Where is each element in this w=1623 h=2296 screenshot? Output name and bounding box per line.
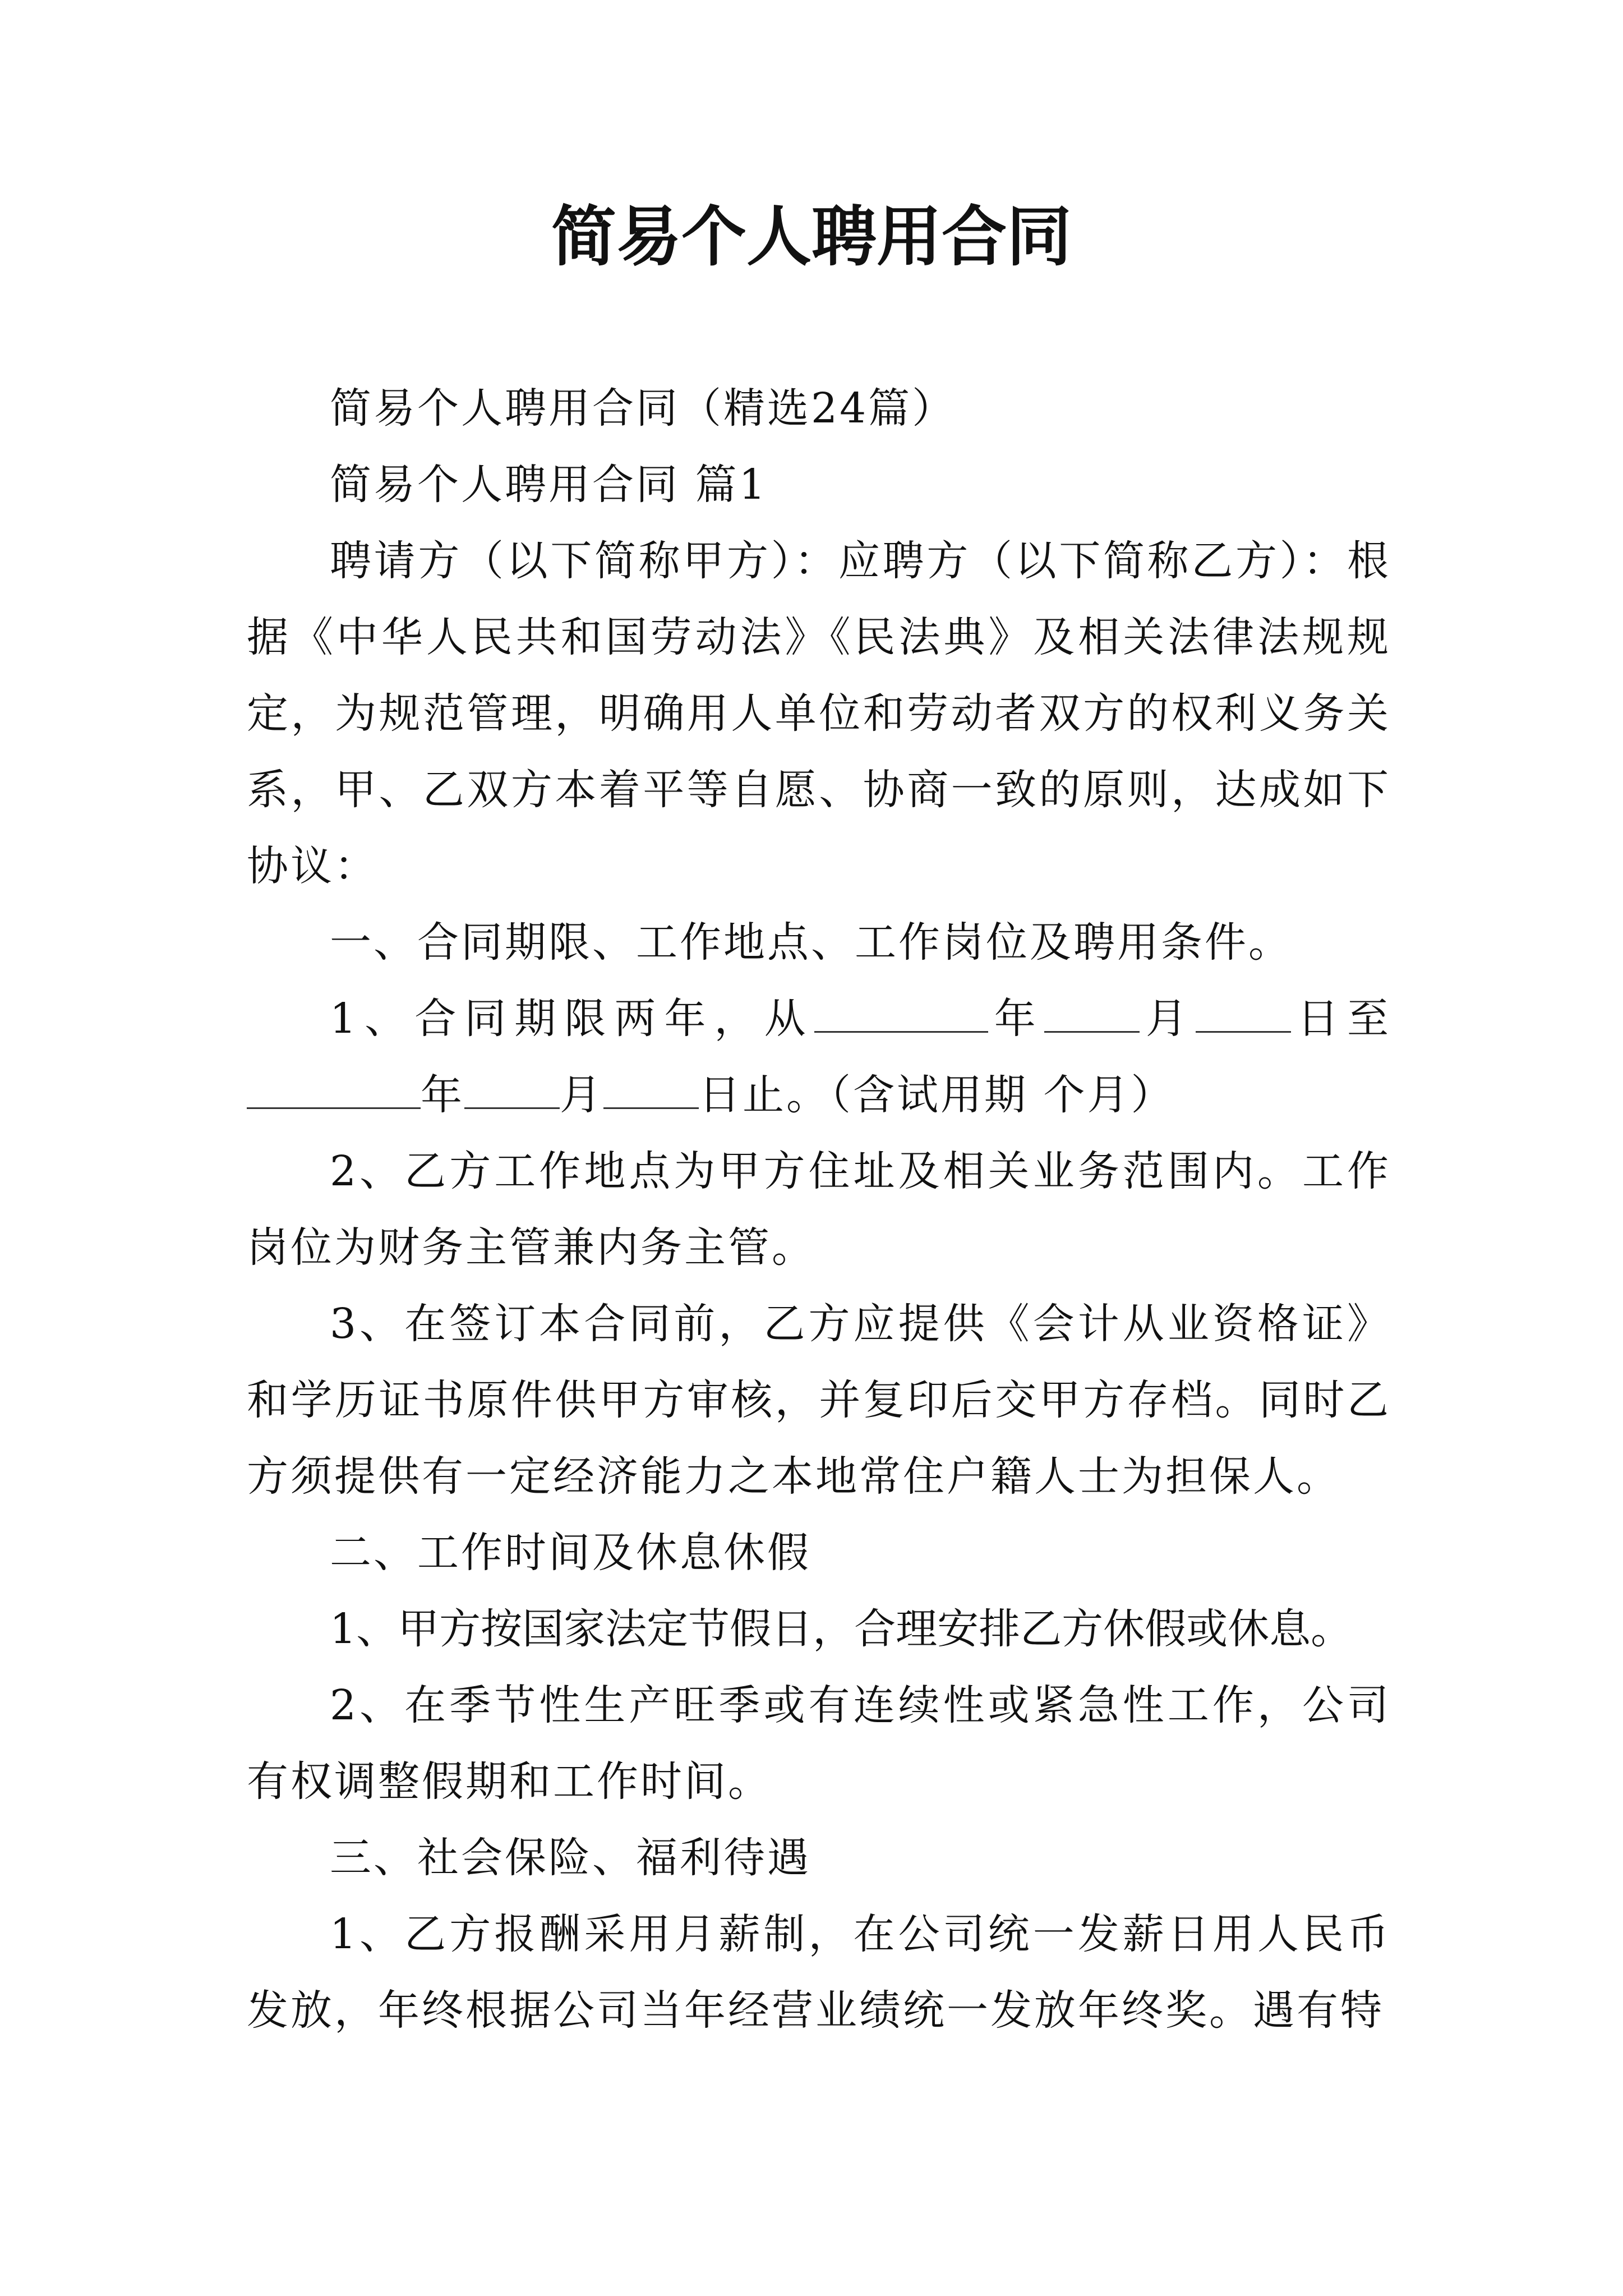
clause-1-2: 2、乙方工作地点为甲方住址及相关业务范围内。工作岗位为财务主管兼内务主管。	[247, 1147, 1391, 1272]
end-day-blank	[603, 1062, 699, 1109]
clause-heading-2: 二、工作时间及休息休假	[330, 1529, 811, 1577]
subtitle: 简易个人聘用合同（精选24篇）	[330, 384, 956, 432]
start-month-blank	[1044, 986, 1140, 1033]
intro-paragraph: 聘请方（以下简称甲方）：应聘方（以下简称乙方）：根据《中华人民共和国劳动法》《民法典》及相关法律法规规定，为规范管理，明确用人单位和劳动者双方的权利义务关系，甲、乙双方本着平等自愿、协商一致的原则，达成如下协议：	[247, 537, 1391, 890]
clause-1-1-year1: 年	[988, 995, 1044, 1043]
clause-1-1-day1: 日至	[1290, 995, 1391, 1043]
start-year-blank	[814, 986, 988, 1033]
section-heading: 简易个人聘用合同 篇1	[330, 461, 768, 509]
document-title: 简易个人聘用合同	[551, 199, 1072, 275]
clause-1-1-end: 日止。（含试用期 个月）	[699, 1071, 1175, 1119]
clause-3-1: 1、乙方报酬采用月薪制，在公司统一发薪日用人民币发放，年终根据公司当年经营业绩统一发放年终奖。遇有特	[247, 1910, 1391, 2035]
clause-1-1-year2: 年	[421, 1071, 464, 1119]
clause-2-1: 1、甲方按国家法定节假日，合理安排乙方休假或休息。	[330, 1605, 1353, 1653]
clause-1-1-month1: 月	[1139, 995, 1196, 1043]
clause-1-3: 3、在签订本合同前，乙方应提供《会计从业资格证》和学历证书原件供甲方审核，并复印后交甲方存档。同时乙方须提供有一定经济能力之本地常住户籍人士为担保人。	[247, 1300, 1391, 1501]
start-day-blank	[1196, 986, 1291, 1033]
clause-heading-3: 三、社会保险、福利待遇	[330, 1834, 811, 1882]
clause-2-2: 2、在季节性生产旺季或有连续性或紧急性工作，公司有权调整假期和工作时间。	[247, 1681, 1391, 1806]
clause-1-1-text-a: 1、合同期限两年，从	[330, 995, 814, 1043]
end-year-blank	[247, 1062, 421, 1109]
clause-1-1	[247, 981, 1391, 1133]
document-body	[247, 370, 1391, 2049]
clause-heading-1: 一、合同期限、工作地点、工作岗位及聘用条件。	[330, 918, 1292, 967]
clause-1-1-month2: 月	[560, 1071, 603, 1119]
end-month-blank	[464, 1062, 560, 1109]
